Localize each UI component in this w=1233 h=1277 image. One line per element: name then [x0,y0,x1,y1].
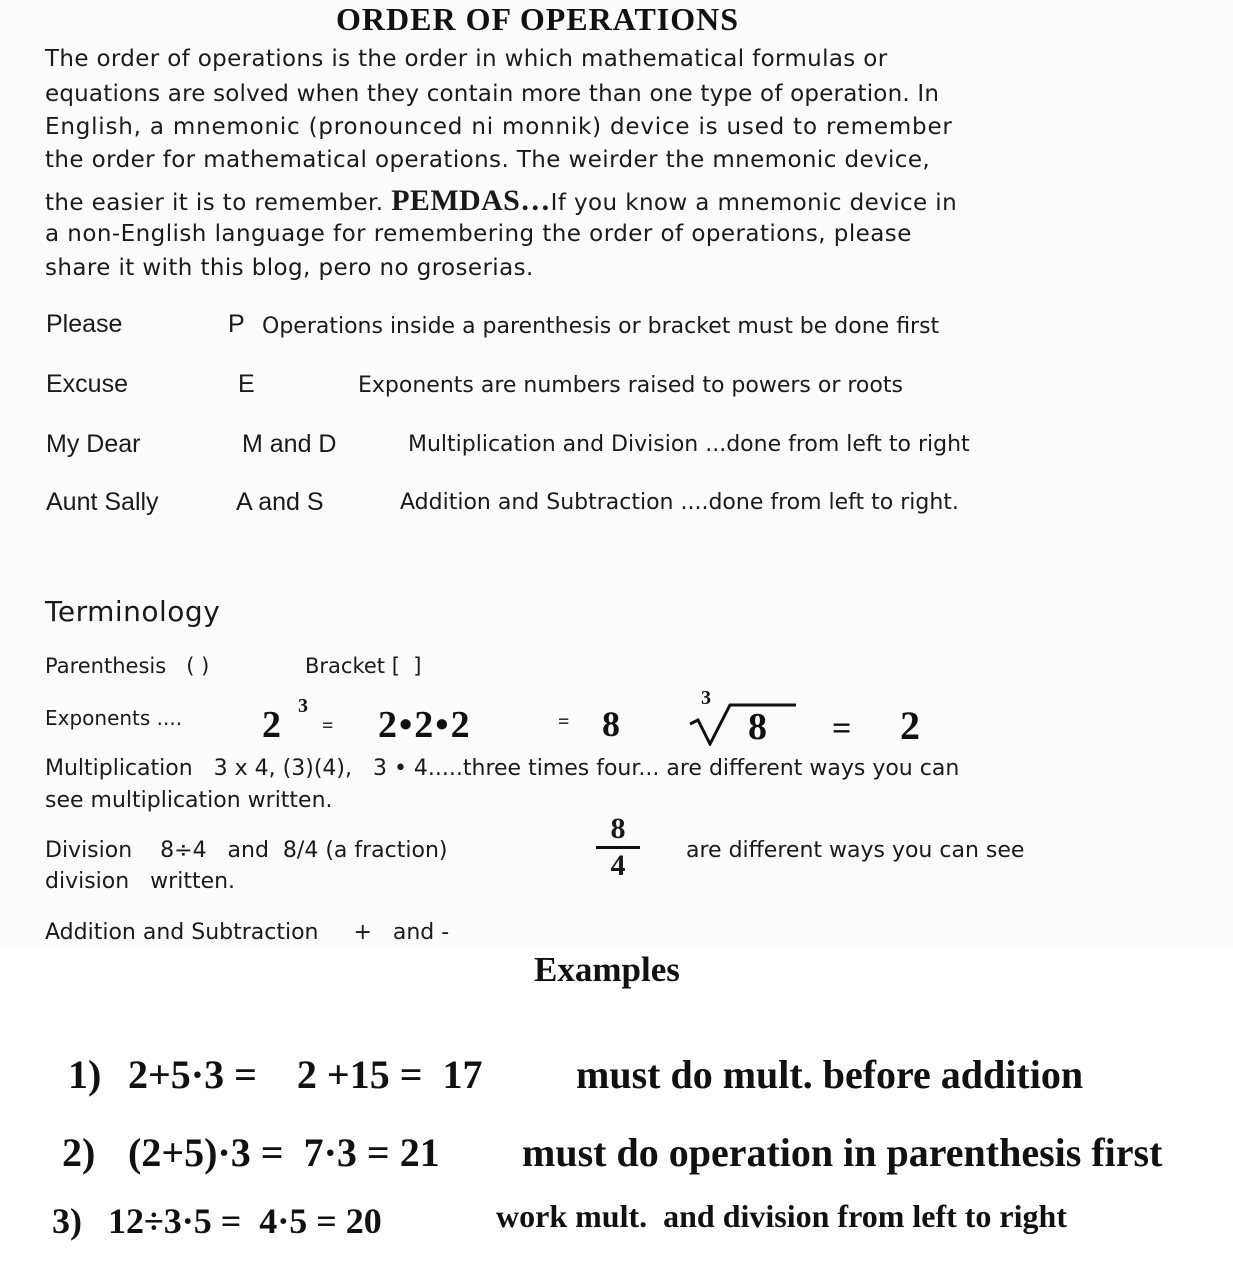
fraction [596,814,640,881]
example-expression: (2+5)·3 = 7·3 = 21 [128,1130,440,1175]
intro-line: share it with this blog, pero no groserias. [45,255,534,281]
multiplication-line: see multiplication written. [45,788,333,813]
root-index: 3 [701,687,711,709]
division-line: division written. [45,869,236,894]
intro-line: a non-English language for remembering the order of operations, please [45,221,912,247]
exponent-result: 8 [602,704,620,744]
mnemonic-desc: Exponents are numbers raised to powers or roots [358,373,903,398]
intro-line: The order of operations is the order in which mathematical formulas or [45,46,888,72]
example-number: 1) [68,1052,102,1097]
mnemonic-word: Excuse [46,370,128,398]
equals-sign: = [832,710,852,747]
multiplication-line: Multiplication 3 x 4, (3)(4), 3 • 4.....three times four... are different ways you can [45,756,960,781]
division-line: Division 8÷4 and 8/4 (a fraction) [45,838,448,863]
mnemonic-desc: Operations inside a parenthesis or bracket must be done first [262,314,940,339]
mnemonic-letter: E [238,370,255,398]
root-result: 2 [900,703,920,748]
intro-line: equations are solved when they contain more than one type of operation. In [45,81,940,107]
mnemonic-letter: A and S [236,488,324,516]
example-expression: 12÷3·5 = 4·5 = 20 [108,1201,382,1241]
equals-sign: = [558,711,570,733]
mnemonic-desc: Multiplication and Division ...done from left to right [408,432,970,457]
equals-sign: = [322,715,334,737]
intro-text: If you know a mnemonic device in [550,190,958,216]
exponent-expansion: 2•2•2 [378,704,472,746]
mnemonic-word: My Dear [46,430,141,458]
example-number: 2) [62,1130,96,1175]
example-note: work mult. and division from left to right [496,1198,1067,1234]
exponent-base: 2 [262,704,281,746]
mnemonic-desc: Addition and Subtraction ....done from left to right. [400,490,959,515]
example-note: must do operation in parenthesis first [522,1130,1163,1175]
fraction-numerator: 8 [610,812,626,845]
terminology-heading: Terminology [45,595,221,628]
intro-text: the easier it is to remember. [45,190,384,216]
intro-line [45,186,957,216]
exponent-power: 3 [298,695,308,717]
examples-heading: Examples [534,950,680,989]
example-expression: 2+5·3 = 2 +15 = 17 [128,1052,483,1097]
pemdas-acronym: PEMDAS… [391,184,551,217]
mnemonic-word: Please [46,310,123,338]
page-title: ORDER OF OPERATIONS [336,1,740,37]
exponents-label: Exponents .... [45,706,183,730]
intro-line: English, a mnemonic (pronounced ni monnik) device is used to remember [45,114,953,140]
radical-sign-icon [688,702,800,746]
example-number: 3) [52,1201,82,1241]
addition-subtraction-line: Addition and Subtraction + and - [45,920,450,945]
division-line: are different ways you can see [686,838,1025,863]
mnemonic-word: Aunt Sally [46,488,159,516]
mnemonic-letter: P [228,310,245,338]
intro-line: the order for mathematical operations. The weirder the mnemonic device, [45,147,931,173]
bracket-term: Bracket [ ] [305,654,422,678]
parenthesis-term: Parenthesis ( ) [45,654,210,678]
root-radicand: 8 [748,706,767,748]
fraction-denominator: 4 [610,849,626,882]
example-note: must do mult. before addition [576,1052,1084,1097]
mnemonic-letter: M and D [242,430,337,458]
